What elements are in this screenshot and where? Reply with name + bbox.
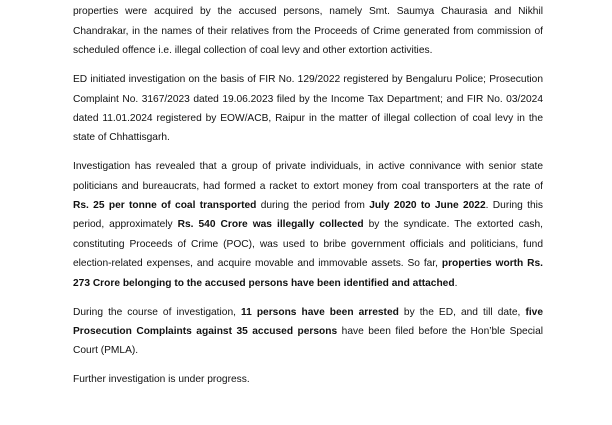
body-text: have been filed before the Hon’ble Special Court (PMLA). — [73, 326, 544, 357]
paragraph-investigation-basis — [73, 70, 543, 148]
body-text: ED initiated investigation on the basis of FIR No. 129/2022 registered by Bengaluru Police; Prosecution Complaint No. 3167/2023 dated 19.06.2023 filed by the Income Tax Department; and FIR No. 03/2024 dated 11.01.2024 registered by EOW/ACB, Raipur in the matter of illegal collection of coal levy in the state of Chhattisgarh. — [73, 74, 543, 144]
body-text: by the syndicate. The extorted cash, constituting Proceeds of Crime (POC), was used to bribe government officials and politicians, fund election-related expenses, and acquire movable and immovable assets. So far, — [73, 219, 544, 270]
bold-text: properties worth Rs. 273 Crore belonging to the accused persons have been identified and attached — [73, 258, 543, 289]
bold-text: Rs. 540 Crore was illegally collected — [177, 219, 364, 231]
body-text: by the ED, and till date, — [398, 306, 526, 318]
body-text: properties were acquired by the accused persons, namely Smt. Saumya Chaurasia and Nikhil Chandrakar, in the names of their relatives from the Proceeds of Crime generated from commission of scheduled offence i.e. illegal collection of coal levy and other extortion activities. — [73, 6, 543, 57]
paragraph-arrests-complaints — [73, 303, 543, 361]
body-text: . — [454, 277, 458, 289]
bold-text: 11 persons have been arrested — [241, 306, 399, 318]
paragraph-properties-acquired — [73, 0, 543, 61]
body-text: during the period from — [256, 200, 370, 212]
body-text: Further investigation is under progress. — [73, 374, 250, 386]
body-text: Investigation has revealed that a group of private individuals, in active connivance with senior state politicians and bureaucrats, had formed a racket to extort money from coal transporters at the rate of — [73, 161, 543, 192]
bold-text: Rs. 25 per tonne of coal transported — [73, 200, 257, 212]
bold-text: July 2020 to June 2022 — [369, 200, 486, 212]
document-body — [73, 0, 543, 399]
bold-text: five Prosecution Complaints against 35 accused persons — [73, 306, 543, 337]
body-text: During the course of investigation, — [73, 306, 241, 318]
paragraph-further-investigation — [73, 370, 543, 389]
body-text: . During this period, approximately — [73, 200, 543, 231]
paragraph-investigation-findings — [73, 157, 543, 293]
